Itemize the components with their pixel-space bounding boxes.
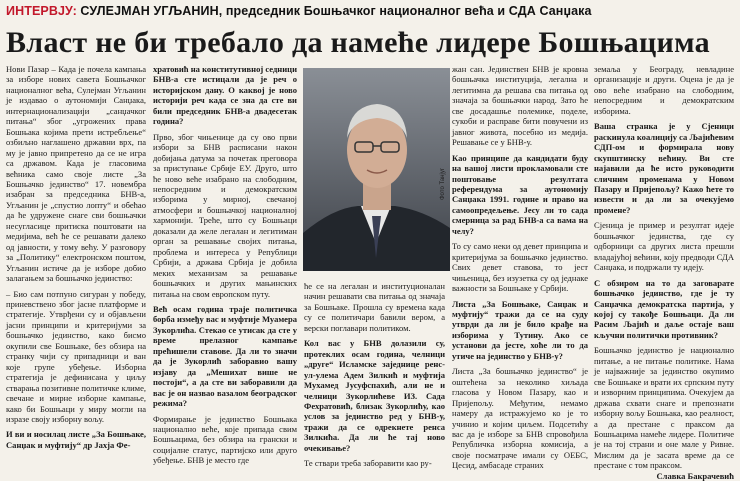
- column-4: [452, 64, 588, 471]
- column-5: [594, 64, 734, 481]
- question: Листа „За Бошњаке, Санџак и муфтију“ тражи да се на суду утврди да ли је било крађе на изборима у Тутину. Ако се установи да јесте, хоће ли то да утиче на јединство у БНВ-у?: [452, 298, 588, 361]
- question: Ваша странка је у Сјеници раскинула коалицију са Љајићевим СДП-ом и формирала нову скупштинску већину. Ви сте најавили да ће исто руководити сличним променама у Новом Пазару и Пријепољу? Кажо ћете то извести и да ли за очекујемо промене?: [594, 121, 734, 215]
- portrait-illustration: [303, 68, 450, 271]
- paragraph: земаља у Београду, невладине организације и други. Оцена је да је ово веће изабрано на слободним, непосредним и демократским изборима.: [594, 64, 734, 116]
- paragraph: Сјеница је пример и резултат идеје бошњачког јединства, где су одборници са других листа прешли владајућој већини, коју предводи СДА Санџака, и подржали ту идеју.: [594, 220, 734, 273]
- question: Већ осам година траје политичка борба између вас и муфтије Муамера Зукорлића. Стекао се утисак да сте у време прелазног кампање прећишели ставове. Да ли то значи да је Зукорлић заборавио вашу изјаву да „Мешихат више не постоји“, а да сте ви заборавили да вас је он назвао вазалом београдског режима?: [153, 303, 297, 409]
- paragraph: жан сан. Јединствен БНВ је кровна бошњачка институција, легална и легитимна да решава сва питања од значаја за бошњачки народ. Зато ће све досадашње полемике, поделе, сукоби и расправе бити повучени из јавног живота, посебно из медија. Решавање се у БНВ-у.: [452, 64, 588, 148]
- question: Кол вас у БНВ долазили су, протеклих осам година, челници „друге“ Исламске заједнице ренс-ул-улема Адем Зилкић и муфтија Мухамед Јусуфспахић, али не и челници Зукорлићеве ИЗ. Сада Фехратовић, близак Зукорлићу, као услов за јединство ред у БНВ-у, тражи да се одрекнете ренса Зилкића. Да ли ће тај ново очекивање?: [304, 338, 445, 453]
- question: И ви и носилац листе „За Бошњаке, Санџак и муфтију“ др Јахја Фе-: [6, 429, 146, 450]
- kicker-tag: ИНТЕРВЈУ:: [6, 4, 77, 18]
- kicker: [6, 4, 734, 20]
- question: С обзиром на то да заговарате бошњачко јединство, где је ту Санџачка демократска партија, у којој су такође Бошњаци. Да ли Расим Љајић и даље остаје ваш кључни политички противник?: [594, 277, 734, 340]
- paragraph: Бошњачко јединство је национално питање, а не питање политике. Нама је најважније за јединство окупимо све Бошњаке и врати их српским путу и изворним принципима. Очекујем да држава схвати снаге и препознати изборну вољу Бошњака, као реалност, а да престане с праксом да Бошњацима намеће лидере. Политиче је на тој страни и оне мале у Ривне. Мислим да је засата време да се престане с том праксом.: [594, 345, 734, 471]
- paragraph: – Био сам потпуно сигуран у победу, приневствено због јасне платформе и стратегије. Утврђени су и објављени јасни принципи и критеријуми за бошњачко јединство, како бисмо окупили све Бошњаке, без обзира на странку чији су припадници и ван које групе убеђење. Изборна стратегија је дефинисана у циљу стварања позитивне политичке климе, свечане и мирне изборне кампање, како би Бошњаци у миру могли на изразе своју изборну вољу.: [6, 288, 146, 424]
- column-1: [6, 64, 146, 450]
- question: хратовић на конститутивној седници БНВ-а сте истицали да је реч о историјском дану. О каквој је ново историји реч када се зна да сте ви били председник БНВ-а двадесетак година?: [153, 64, 297, 127]
- question: Као принципе да кандидати буду на вашој листи прокламовали сте поштовање резултата референдума за аутономију Санџака 1991. године и право на самоопредељење. Јесу ли то сада смерница за рад БНВ-а са вама на челу?: [452, 152, 588, 236]
- portrait-photo: [303, 68, 450, 271]
- column-2: [153, 64, 297, 466]
- author-signature: Славка Бакрачевић: [656, 470, 734, 481]
- column-3: [304, 281, 445, 469]
- paragraph: ће се на легалан и институционалан начин решавати сва питања од значаја за Бошњаке. Прошла су времена када су се политичари бавили вером, а верски поглавари политиком.: [304, 281, 445, 333]
- paragraph: Прво, због чињенице да су ово први избори за БНВ расписани након добијања датума за почетак преговора за приступање Србије ЕУ. Друго, што ће ново веће изабрано на слободним, непосредним и демократским изборима у мирној, свечаној атмосфери и бошњачкој националној хармонији. Треће, што су Бошњаци доказали да желе легалан и легитиман орган за решавање својих питања, проблема и интереса у Републици Србији, а држава Србија је добила меких механизам за решавање бошњачких и других мањинских питања на свом европском путу.: [153, 131, 297, 299]
- paragraph: Нови Пазар – Када је почела кампања за изборе нових савета Бошњачког националног већа, Сулејман Угљанин је издавао о аутономији Санџака, интернационализацији „санџачког питања“ због „угрожених права Бошњака којима прети истребљење“ озбиљно наглашено државни врх, па му је јавно припретено да се не игра са државом. Када је гласовима већника само своје листе „За Бошњачко јединство“ 17. новембра изабран за председника БНВ-а, Угљанин је „спустио лопту“ и обећао да ће удружене снаге сви бошњачки несугласице притиска поштовати на медијима, већ ће се решавати далеко од јавности, у тому већу. У разговору за „Политику“ електронском поштом, Угљанин истиче да је изборе добио залагањем за бошњачко јединство:: [6, 64, 146, 284]
- paragraph: Формирање је јединство Бошњака национално веће, које припада свим Бошњацима, без обзира на грански и социјалне статус, партијско или друго убеђење. БНВ је место где: [153, 413, 297, 466]
- photo-credit: Фото Танјуг: [440, 167, 446, 200]
- paragraph: Те ствари треба заборавити као ру-: [304, 458, 432, 469]
- paragraph: Листа „За бошњачко јединство“ је оштећена за неколико хиљада гласова у Новом Пазару, као и Пријепољу. Међутим, немамо намеру да истражујемо ко је то учинио и којим циљем. Подсетићу вас да је изборе за БНВ спровођила Републичка изборна комисија, а своје посматраче имали су ОЕБС, Цесид, амбасаде страних: [452, 366, 588, 471]
- paragraph: То су само неки од девет принципа и критеријума за бошњачко јединство. Свих девет ставова, то јест чињеница, без изузетка су од једнаке важности за Бошњаке у Србији.: [452, 241, 588, 294]
- headline: Власт не би требало да намеће лидере Бошњацима: [6, 26, 710, 59]
- kicker-subject: СУЛЕЈМАН УГЉАНИН, председник Бошњачког националног већа и СДА Санџака: [76, 4, 592, 18]
